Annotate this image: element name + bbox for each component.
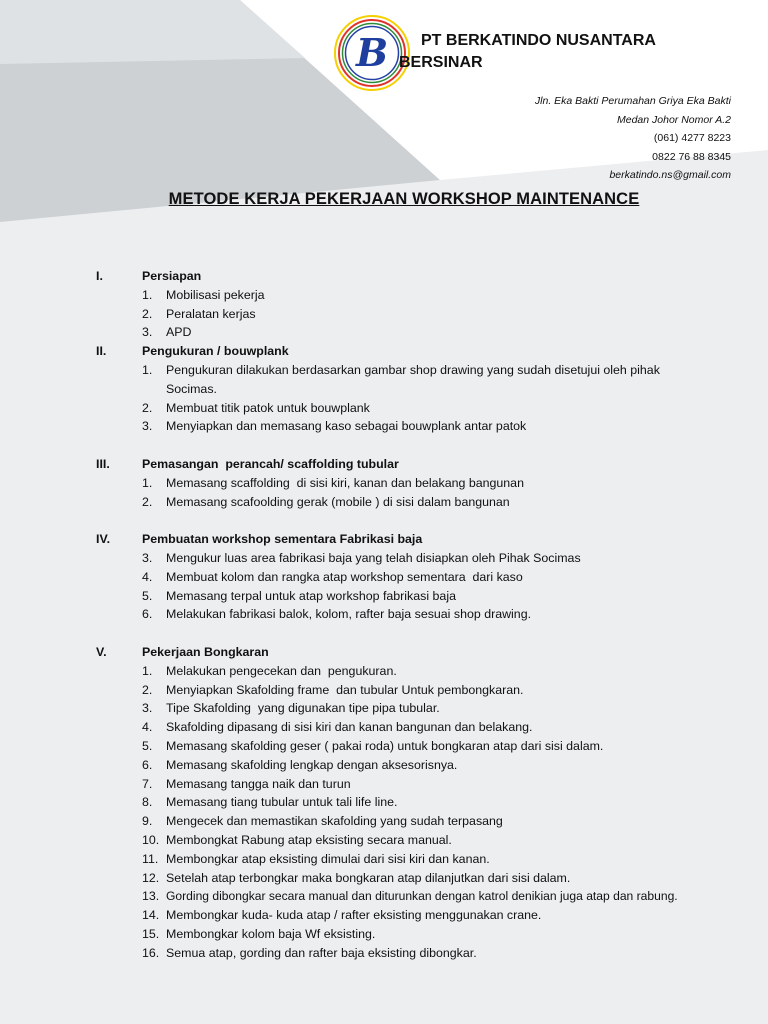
section-items (96, 286, 736, 342)
list-item (96, 474, 736, 493)
item-number: 16. (142, 945, 160, 960)
spacer (96, 436, 736, 455)
item-text: Menyiapkan dan memasang kaso sebagai bouwplank antar patok (166, 419, 527, 434)
list-item (96, 699, 736, 718)
section-number: V. (96, 644, 107, 659)
section-heading (96, 267, 736, 286)
item-text: Setelah atap terbongkar maka bongkaran atap dilanjutkan dari sisi dalam. (166, 870, 571, 885)
item-text: Menyiapkan Skafolding frame dan tubular Untuk pembongkaran. (166, 682, 524, 697)
section-number: II. (96, 344, 107, 359)
section-title: Pemasangan perancah/ scaffolding tubular (142, 456, 399, 471)
item-number: 4. (142, 720, 153, 735)
item-number: 3. (142, 701, 153, 716)
list-item (96, 812, 736, 831)
item-text: Memasang tangga naik dan turun (166, 776, 351, 791)
item-text: Membuat kolom dan rangka atap workshop sementara dari kaso (166, 569, 523, 584)
address-phone: (061) 4277 8223 (653, 132, 731, 145)
item-number: 15. (142, 926, 160, 941)
item-text: Memasang terpal untuk atap workshop fabrikasi baja (166, 588, 456, 603)
item-number: 7. (142, 776, 153, 791)
item-number: 2. (142, 306, 153, 321)
method-content (96, 267, 736, 962)
section-persiapan (96, 267, 736, 342)
list-item (96, 361, 736, 399)
item-number: 3. (142, 419, 153, 434)
section-title: Pengukuran / bouwplank (142, 344, 289, 359)
item-number: 5. (142, 588, 153, 603)
list-item (96, 775, 736, 794)
item-text: Tipe Skafolding yang digunakan tipe pipa tubular. (166, 701, 440, 716)
list-item (96, 568, 736, 587)
item-number: 5. (142, 738, 153, 753)
list-item (96, 906, 736, 925)
address-city: Medan Johor Nomor A.2 (617, 113, 731, 126)
item-text: APD (166, 325, 192, 340)
item-number: 4. (142, 569, 153, 584)
section-items (96, 662, 736, 963)
item-text: Skafolding dipasang di sisi kiri dan kanan bangunan dan belakang. (166, 720, 533, 735)
section-heading (96, 530, 736, 549)
item-text: Membongkar atap eksisting dimulai dari sisi kiri dan kanan. (166, 851, 490, 866)
item-number: 2. (142, 494, 153, 509)
company-name (399, 30, 699, 74)
list-item (96, 323, 736, 342)
list-item (96, 417, 736, 436)
section-heading (96, 342, 736, 361)
section-heading (96, 643, 736, 662)
item-number: 1. (142, 287, 153, 302)
list-item (96, 305, 736, 324)
section-pengukuran (96, 342, 736, 436)
item-number: 8. (142, 795, 153, 810)
address-email: berkatindo.ns@gmail.com (609, 169, 731, 182)
item-text: Mengukur luas area fabrikasi baja yang telah disiapkan oleh Pihak Socimas (166, 550, 581, 565)
list-item (96, 549, 736, 568)
item-number: 12. (142, 870, 160, 885)
item-text: Membuat titik patok untuk bouwplank (166, 400, 370, 415)
item-number: 9. (142, 814, 153, 829)
item-text: Peralatan kerjas (166, 306, 256, 321)
item-text: Membongkar kuda- kuda atap / rafter eksisting menggunakan crane. (166, 908, 542, 923)
section-items (96, 474, 736, 512)
section-bongkaran (96, 643, 736, 963)
item-text: Pengukuran dilakukan berdasarkan gambar shop drawing yang sudah disetujui oleh pihak Socimas. (166, 362, 660, 396)
section-items (96, 361, 736, 436)
address-mobile: 0822 76 88 8345 (652, 150, 731, 163)
item-text: Melakukan pengecekan dan pengukuran. (166, 663, 397, 678)
item-text: Memasang scaffolding di sisi kiri, kanan dan belakang bangunan (166, 475, 524, 490)
list-item (96, 793, 736, 812)
item-text: Melakukan fabrikasi balok, kolom, rafter baja sesuai shop drawing. (166, 607, 532, 622)
section-title: Persiapan (142, 269, 202, 283)
list-item (96, 887, 736, 906)
item-text: Memasang skafolding geser ( pakai roda) untuk bongkaran atap dari sisi dalam. (166, 738, 604, 753)
item-text: Mengecek dan memastikan skafolding yang sudah terpasang (166, 814, 503, 829)
list-item (96, 605, 736, 624)
item-number: 14. (142, 908, 160, 923)
section-workshop (96, 530, 736, 624)
list-item (96, 718, 736, 737)
item-text: Memasang skafolding lengkap dengan aksesorisnya. (166, 757, 458, 772)
list-item (96, 286, 736, 305)
list-item (96, 831, 736, 850)
section-title: Pekerjaan Bongkaran (142, 644, 269, 659)
company-address (535, 92, 731, 185)
list-item (96, 399, 736, 418)
item-number: 6. (142, 607, 153, 622)
spacer (96, 511, 736, 530)
document-title: METODE KERJA PEKERJAAN WORKSHOP MAINTENANCE (168, 190, 640, 208)
list-item (96, 925, 736, 944)
item-number: 3. (142, 550, 153, 565)
item-number: 3. (142, 325, 153, 340)
address-street: Jln. Eka Bakti Perumahan Griya Eka Bakti (534, 95, 731, 107)
list-item (96, 737, 736, 756)
section-number: IV. (96, 532, 111, 547)
item-number: 11. (142, 851, 159, 866)
item-number: 2. (142, 682, 153, 697)
section-number: III. (96, 456, 110, 471)
item-text: Memasang scafoolding gerak (mobile ) di sisi dalam bangunan (166, 494, 510, 509)
section-perancah (96, 455, 736, 511)
logo-letter: B (355, 30, 389, 75)
company-name-line1: PT BERKATINDO NUSANTARA (421, 32, 656, 49)
list-item (96, 662, 736, 681)
item-number: 1. (142, 663, 153, 678)
item-text: Semua atap, gording dan rafter baja eksisting dibongkar. (166, 945, 477, 960)
section-heading (96, 455, 736, 474)
list-item (96, 587, 736, 606)
item-text: Membongkar kolom baja Wf eksisting. (166, 926, 376, 941)
item-text: Gording dibongkar secara manual dan diturunkan dengan katrol denikian juga atap dan rabung. (166, 889, 678, 904)
item-number: 10. (142, 832, 160, 847)
spacer (96, 624, 736, 643)
item-text: Membongkat Rabung atap eksisting secara manual. (166, 832, 452, 847)
item-number: 1. (142, 362, 153, 377)
item-number: 2. (142, 400, 153, 415)
section-items (96, 549, 736, 624)
list-item (96, 850, 736, 869)
list-item (96, 681, 736, 700)
section-title: Pembuatan workshop sementara Fabrikasi baja (142, 532, 423, 547)
list-item (96, 756, 736, 775)
list-item (96, 944, 736, 963)
list-item (96, 869, 736, 888)
item-number: 6. (142, 757, 153, 772)
item-number: 1. (142, 475, 153, 490)
company-name-line2: BERSINAR (399, 54, 483, 71)
list-item (96, 493, 736, 512)
section-number: I. (96, 269, 103, 283)
item-number: 13. (142, 889, 160, 904)
item-text: Memasang tiang tubular untuk tali life line. (166, 795, 398, 810)
item-text: Mobilisasi pekerja (166, 287, 265, 302)
